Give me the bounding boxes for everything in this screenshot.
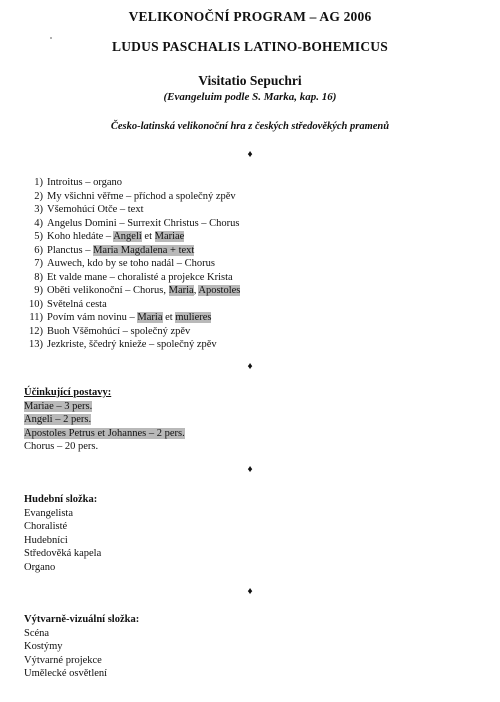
highlighted-text: Apostoles (198, 285, 241, 296)
program-item-number: 10) (29, 298, 43, 310)
program-item (24, 257, 240, 271)
program-item-number: 1) (34, 177, 43, 188)
cast-item-text: Apostoles Petrus et Johannes – 2 pers. (24, 427, 185, 439)
visual-item: Výtvarné projekce (24, 654, 102, 666)
cast-item (24, 440, 185, 454)
highlighted-text: Maria (168, 285, 194, 296)
program-item (24, 338, 240, 352)
program-item-text: Angelus Domini – Surrexit Christus – Chorus (47, 217, 240, 229)
program-item-text: Koho hledáte – (47, 231, 114, 242)
music-item: Choralisté (24, 521, 68, 532)
program-item-text: et (141, 231, 155, 242)
program-item-text: Oběti velikonoční – Chorus, (47, 285, 169, 296)
program-item (24, 284, 240, 298)
highlighted-text: Angeli (113, 231, 142, 242)
program-item-text: Jezkriste, ščedrý knieže – společný zpěv (47, 339, 217, 350)
music-item: Evangelista (24, 507, 73, 519)
program-item (24, 244, 240, 258)
diamond-separator-4: ♦ (247, 586, 253, 597)
document-title: VELIKONOČNÍ PROGRAM – AG 2006 (128, 9, 372, 24)
music-item: Středověká kapela (24, 548, 102, 559)
music-title: Hudební složka: (24, 494, 98, 505)
play-description: Česko-latinská velikonoční hra z českých středověkých pramenů (110, 121, 390, 132)
program-item-number: 6) (34, 244, 43, 256)
program-item (24, 325, 240, 339)
cast-item-text: Chorus – 20 pers. (24, 441, 99, 452)
program-item-text: , (193, 285, 199, 296)
program-item-number: 12) (29, 325, 43, 337)
program-item (24, 230, 240, 244)
program-item-number: 7) (34, 258, 43, 269)
visual-item: Umělecké osvětlení (24, 668, 108, 679)
document-subtitle: LUDUS PASCHALIS LATINO-BOHEMICUS (112, 39, 388, 54)
program-item-text: Auwech, kdo by se toho nadál – Chorus (47, 258, 215, 269)
visual-title: Výtvarně-vizuální složka: (24, 614, 140, 625)
cast-item-text: Mariae – 3 pers. (24, 400, 93, 412)
highlighted-text: Maria (137, 312, 163, 323)
visual-item: Kostýmy (24, 641, 63, 652)
program-item-number: 3) (34, 204, 43, 215)
music-section (24, 493, 101, 574)
program-item-number: 11) (29, 312, 43, 323)
diamond-separator-2: ♦ (247, 361, 253, 372)
music-item: Hudebníci (24, 534, 68, 546)
program-item (24, 176, 240, 190)
program-item-text: Povím vám novinu – (47, 312, 138, 323)
program-item-text: Buoh Všěmohúcí – společný zpěv (47, 325, 191, 337)
cast-item (24, 400, 185, 414)
program-item-number: 2) (34, 190, 43, 202)
program-item-number: 9) (34, 285, 43, 296)
program-item (24, 271, 240, 285)
highlighted-text: Maria Magdalena + text (93, 244, 195, 256)
program-item-number: 8) (34, 271, 43, 283)
cast-section (24, 386, 185, 454)
highlighted-text: Mariae (154, 231, 185, 242)
visual-item: Scéna (24, 627, 50, 639)
program-item (24, 217, 240, 231)
program-item (24, 311, 240, 325)
cast-item (24, 427, 185, 441)
play-source: (Evangeluim podle S. Marka, kap. 16) (163, 91, 337, 103)
program-item (24, 298, 240, 312)
program-item-text: Všemohúcí Otče – text (47, 204, 144, 215)
highlighted-text: mulieres (175, 312, 212, 323)
diamond-separator-3: ♦ (247, 464, 253, 475)
program-item-text: Planctus – (47, 244, 94, 256)
program-list (24, 176, 240, 352)
program-item-text: et (162, 312, 176, 323)
cast-title: Účinkující postavy: (24, 387, 112, 398)
program-item (24, 203, 240, 217)
program-item-text: Et valde mane – choralisté a projekce Krista (47, 271, 233, 283)
program-item (24, 190, 240, 204)
program-item-number: 13) (29, 339, 43, 350)
cast-item-text: Angeli – 2 pers. (24, 414, 92, 425)
program-item-text: My všichni věřme – příchod a společný zpěv (47, 190, 236, 202)
program-item-text: Introitus – organo (47, 177, 123, 188)
program-item-number: 4) (34, 217, 43, 229)
play-title: Visitatio Sepuchri (198, 73, 302, 88)
diamond-separator-1: ♦ (247, 149, 253, 160)
music-item: Organo (24, 561, 56, 573)
program-item-number: 5) (34, 231, 43, 242)
visual-section (24, 613, 139, 681)
program-item-text: Světelná cesta (47, 298, 107, 310)
cast-item (24, 413, 185, 427)
